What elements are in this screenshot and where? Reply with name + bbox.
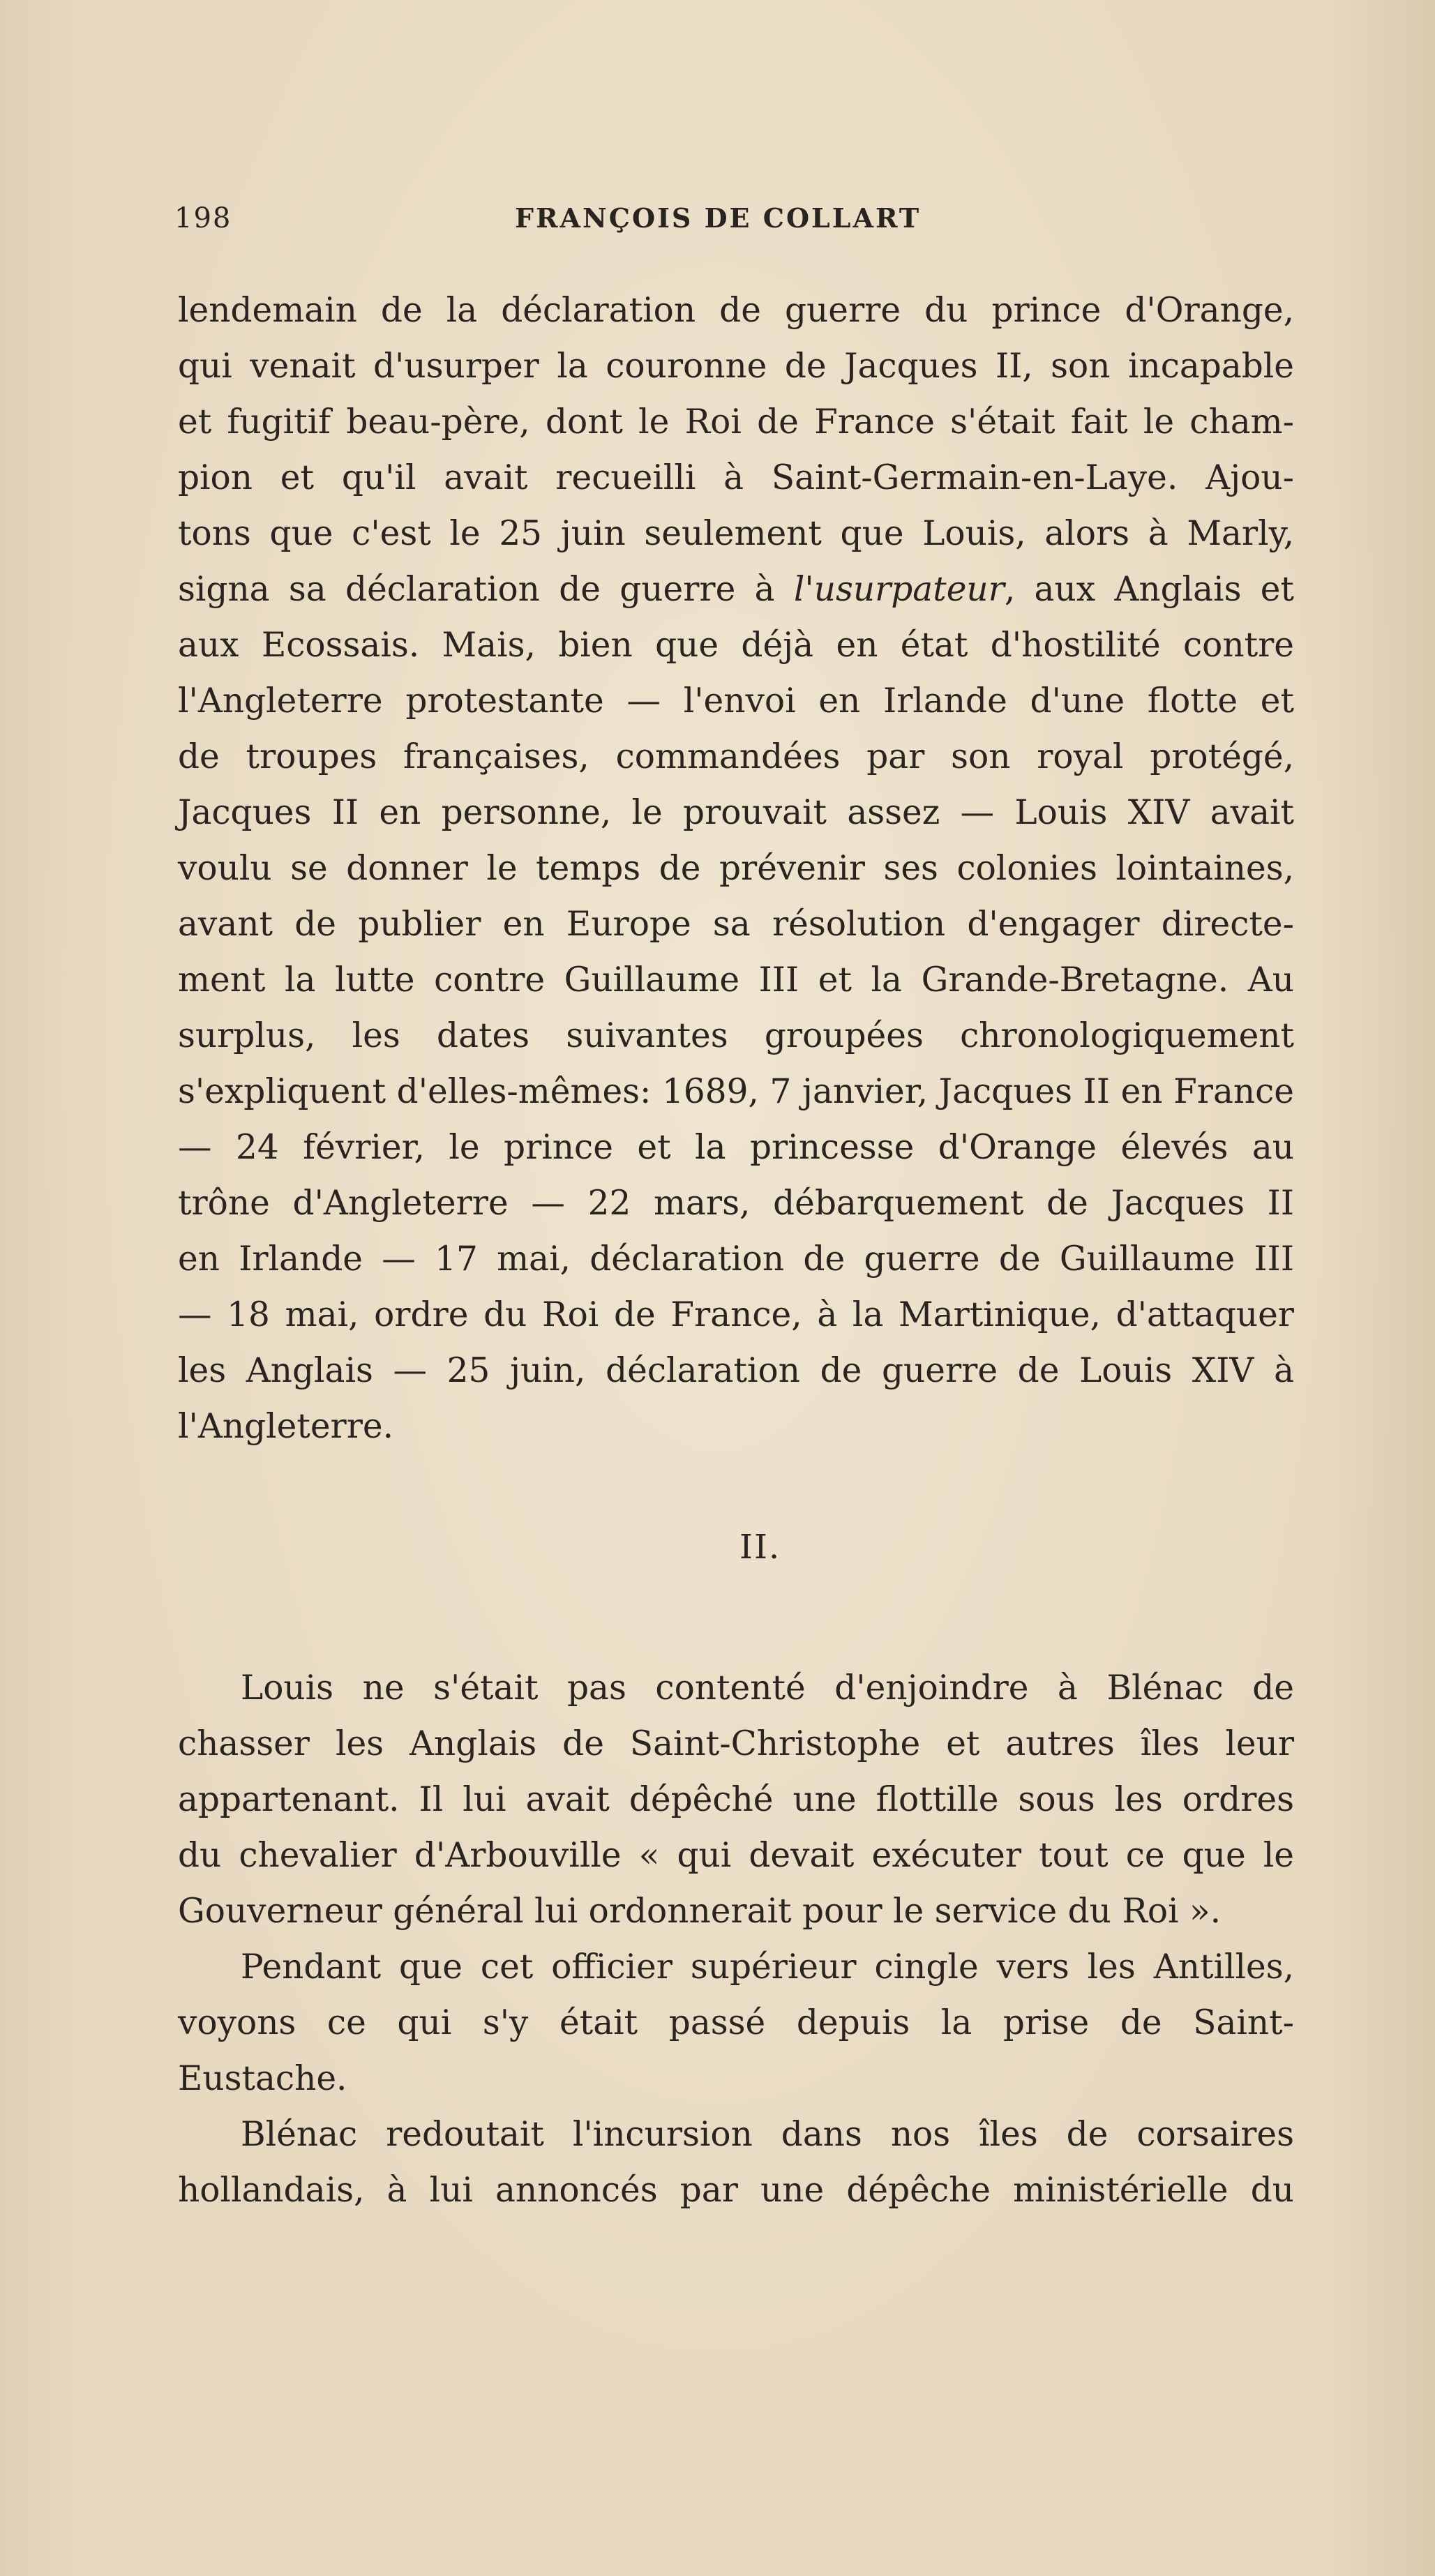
text-segment: signa sa déclaration de guerre à xyxy=(178,570,794,609)
text-line: tons que c'est le 25 juin seulement que Louis, alors à Marly, xyxy=(178,514,1294,553)
text-line: voyons ce qui s'y était passé depuis la prise de Saint- xyxy=(178,2003,1294,2042)
text-line: Blénac redoutait l'incursion dans nos îles de corsaires xyxy=(241,2115,1294,2154)
text-line: qui venait d'usurper la couronne de Jacques II, son incapable xyxy=(178,347,1294,386)
running-head-title: FRANÇOIS DE COLLART xyxy=(515,202,922,234)
text-line: lendemain de la déclaration de guerre du prince d'Orange, xyxy=(178,291,1294,330)
running-head xyxy=(174,202,1305,244)
text-line: — 24 février, le prince et la princesse d'Orange élevés au xyxy=(178,1128,1294,1167)
text-line: pion et qu'il avait recueilli à Saint-Germain-en-Laye. Ajou- xyxy=(178,458,1294,497)
text-line: s'expliquent d'elles-mêmes: 1689, 7 janvier, Jacques II en France xyxy=(178,1072,1294,1111)
italic-term: l'usurpateur xyxy=(793,570,1005,609)
text-line: aux Ecossais. Mais, bien que déjà en état d'hostilité contre xyxy=(178,626,1294,665)
text-line: voulu se donner le temps de prévenir ses colonies lointaines, xyxy=(178,849,1294,888)
text-line: trône d'Angleterre — 22 mars, débarquement de Jacques II xyxy=(178,1184,1294,1223)
text-line: chasser les Anglais de Saint-Christophe et autres îles leur xyxy=(178,1724,1294,1763)
text-line: Louis ne s'était pas contenté d'enjoindre à Blénac de xyxy=(241,1669,1294,1708)
text-line: l'Angleterre. xyxy=(178,1407,394,1446)
text-line: Pendant que cet officier supérieur cingle vers les Antilles, xyxy=(241,1948,1294,1987)
text-line: Gouverneur général lui ordonnerait pour le service du Roi ». xyxy=(178,1892,1222,1931)
page-number: 198 xyxy=(174,202,232,234)
text-line: en Irlande — 17 mai, déclaration de guerre de Guillaume III xyxy=(178,1240,1294,1279)
text-segment: , aux Anglais et xyxy=(1004,570,1295,609)
text-line: appartenant. Il lui avait dépêché une flottille sous les ordres xyxy=(178,1780,1294,1819)
text-line: l'Angleterre protestante — l'envoi en Irlande d'une flotte et xyxy=(178,681,1294,721)
section-heading: II. xyxy=(739,1528,781,1567)
text-line: hollandais, à lui annoncés par une dépêche ministérielle du xyxy=(178,2171,1294,2210)
text-line: avant de publier en Europe sa résolution d'engager directe- xyxy=(178,905,1294,944)
text-line-with-italic xyxy=(178,562,1294,617)
text-line: les Anglais — 25 juin, déclaration de guerre de Louis XIV à xyxy=(178,1351,1294,1390)
text-line: surplus, les dates suivantes groupées chronologiquement xyxy=(178,1016,1294,1055)
text-line: et fugitif beau-père, dont le Roi de France s'était fait le cham- xyxy=(178,402,1294,442)
text-line: — 18 mai, ordre du Roi de France, à la Martinique, d'attaquer xyxy=(178,1295,1294,1334)
text-line: du chevalier d'Arbouville « qui devait exécuter tout ce que le xyxy=(178,1836,1294,1875)
text-line: de troupes françaises, commandées par son royal protégé, xyxy=(178,737,1294,776)
text-line: Jacques II en personne, le prouvait assez — Louis XIV avait xyxy=(178,793,1294,832)
text-line: ment la lutte contre Guillaume III et la Grande-Bretagne. Au xyxy=(178,961,1294,1000)
text-line: Eustache. xyxy=(178,2059,347,2098)
